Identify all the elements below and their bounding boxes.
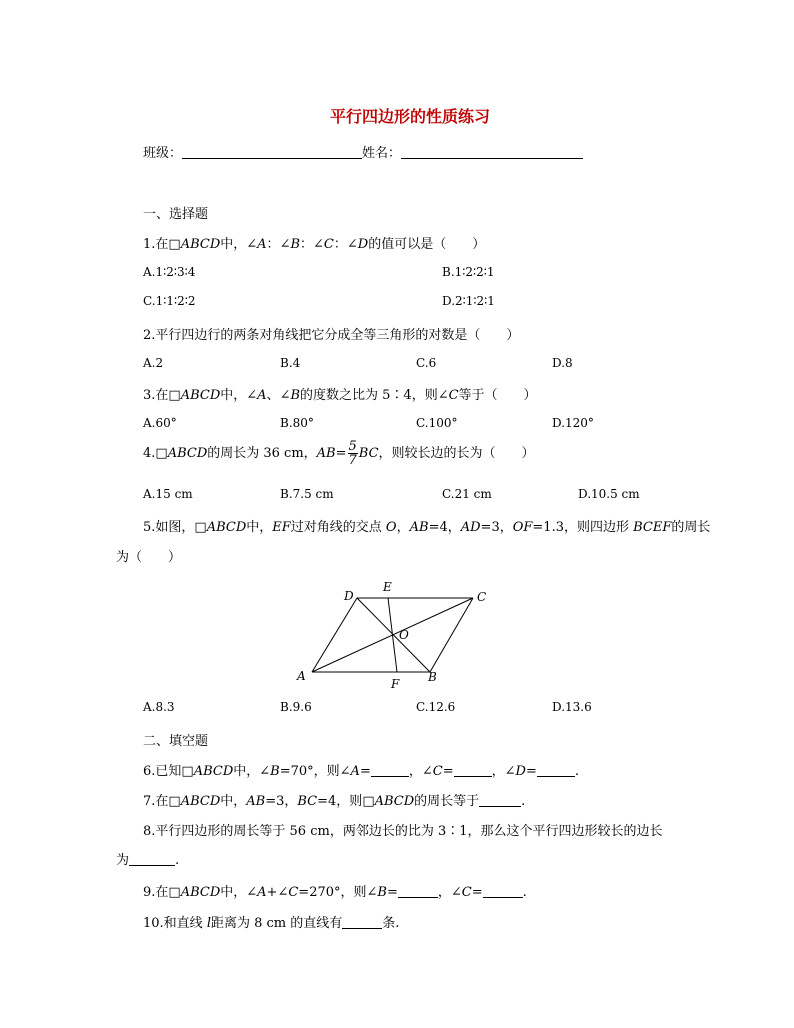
- side-da: [312, 598, 357, 672]
- label-o: O: [399, 628, 409, 642]
- class-input[interactable]: [182, 146, 362, 159]
- diagonal-bd: [357, 598, 430, 672]
- q6-blank-c[interactable]: [454, 764, 492, 777]
- q2-option-c[interactable]: C.6: [416, 356, 437, 370]
- question-8-line2: 为 .: [116, 853, 180, 868]
- label-d: D: [344, 589, 354, 603]
- fraction-5-7: $\frac{5}{7}$: [348, 439, 357, 468]
- class-label: 班级：: [143, 146, 183, 161]
- question-8: 8.平行四边形的周长等于 56 cm，两邻边长的比为 3∶1，那么这个平行四边形较长的边长: [143, 824, 663, 839]
- question-6: 6.已知□ABCD中，∠B=70°，则∠A= ，∠C= ，∠D= .: [143, 764, 579, 779]
- q5-option-d[interactable]: D.13.6: [552, 700, 592, 714]
- q8-blank[interactable]: [129, 853, 175, 866]
- section-heading-choice: 一、选择题: [143, 207, 209, 222]
- q1-option-a[interactable]: A.1∶2∶3∶4: [143, 265, 196, 279]
- q9-blank-c[interactable]: [483, 885, 523, 898]
- question-5-line2: 为（ ）: [116, 550, 182, 565]
- name-label: 姓名：: [362, 146, 402, 161]
- q5-option-c[interactable]: C.12.6: [416, 700, 456, 714]
- q2-option-b[interactable]: B.4: [280, 356, 301, 370]
- label-b: B: [428, 670, 437, 684]
- q10-blank[interactable]: [342, 916, 382, 929]
- q4-option-c[interactable]: C.21 cm: [442, 487, 492, 501]
- q1-option-d[interactable]: D.2∶1∶2∶1: [442, 294, 495, 308]
- question-3: 3.在□ABCD中，∠A、∠B的度数之比为 5∶4，则∠C等于（ ）: [143, 388, 537, 403]
- q6-blank-a[interactable]: [371, 764, 409, 777]
- q4-option-d[interactable]: D.10.5 cm: [578, 487, 640, 501]
- label-e: E: [383, 580, 392, 594]
- q2-option-d[interactable]: D.8: [552, 356, 573, 370]
- q2-option-a[interactable]: A.2: [143, 356, 164, 370]
- q4-option-a[interactable]: A.15 cm: [143, 487, 193, 501]
- q9-blank-b[interactable]: [398, 885, 438, 898]
- q6-blank-d[interactable]: [537, 764, 575, 777]
- q3-option-d[interactable]: D.120°: [552, 416, 594, 430]
- question-5: 5.如图，□ABCD中，EF过对角线的交点 O，AB=4，AD=3，OF=1.3，则四边形 BCEF的周长: [143, 520, 711, 535]
- q5-option-a[interactable]: A.8.3: [143, 700, 175, 714]
- class-name-row: [143, 142, 583, 161]
- question-7: 7.在□ABCD中，AB=3，BC=4，则□ABCD的周长等于 .: [143, 794, 526, 809]
- label-a: A: [297, 669, 306, 683]
- q3-option-b[interactable]: B.80°: [280, 416, 314, 430]
- q3-option-a[interactable]: A.60°: [143, 416, 177, 430]
- question-1: 1.在□ABCD中，∠A：∠B：∠C：∠D的值可以是（ ）: [143, 237, 486, 252]
- q5-option-b[interactable]: B.9.6: [280, 700, 312, 714]
- side-bc: [430, 598, 473, 672]
- parallelogram-figure: [280, 575, 510, 690]
- q3-option-c[interactable]: C.100°: [416, 416, 458, 430]
- name-input[interactable]: [401, 146, 583, 159]
- question-10: 10.和直线 l距离为 8 cm 的直线有 条.: [143, 916, 400, 931]
- label-f: F: [391, 677, 400, 690]
- question-9: 9.在□ABCD中，∠A+∠C=270°，则∠B= ，∠C= .: [143, 885, 527, 900]
- section-heading-fill: 二、填空题: [143, 734, 209, 749]
- q7-blank[interactable]: [479, 794, 521, 807]
- label-c: C: [477, 590, 487, 604]
- page-title: 平行四边形的性质练习: [330, 107, 491, 126]
- q1-option-c[interactable]: C.1∶1∶2∶2: [143, 294, 196, 308]
- question-2: 2.平行四边行的两条对角线把它分成全等三角形的对数是（ ）: [143, 328, 520, 343]
- q4-option-b[interactable]: B.7.5 cm: [280, 487, 334, 501]
- segment-ef: [388, 598, 397, 672]
- question-4: 4.□ABCD的周长为 36 cm，AB= $\frac{5}{7}$ BC，则较长边的长为（ ）: [143, 439, 535, 468]
- q1-option-b[interactable]: B.1∶2∶2∶1: [442, 265, 495, 279]
